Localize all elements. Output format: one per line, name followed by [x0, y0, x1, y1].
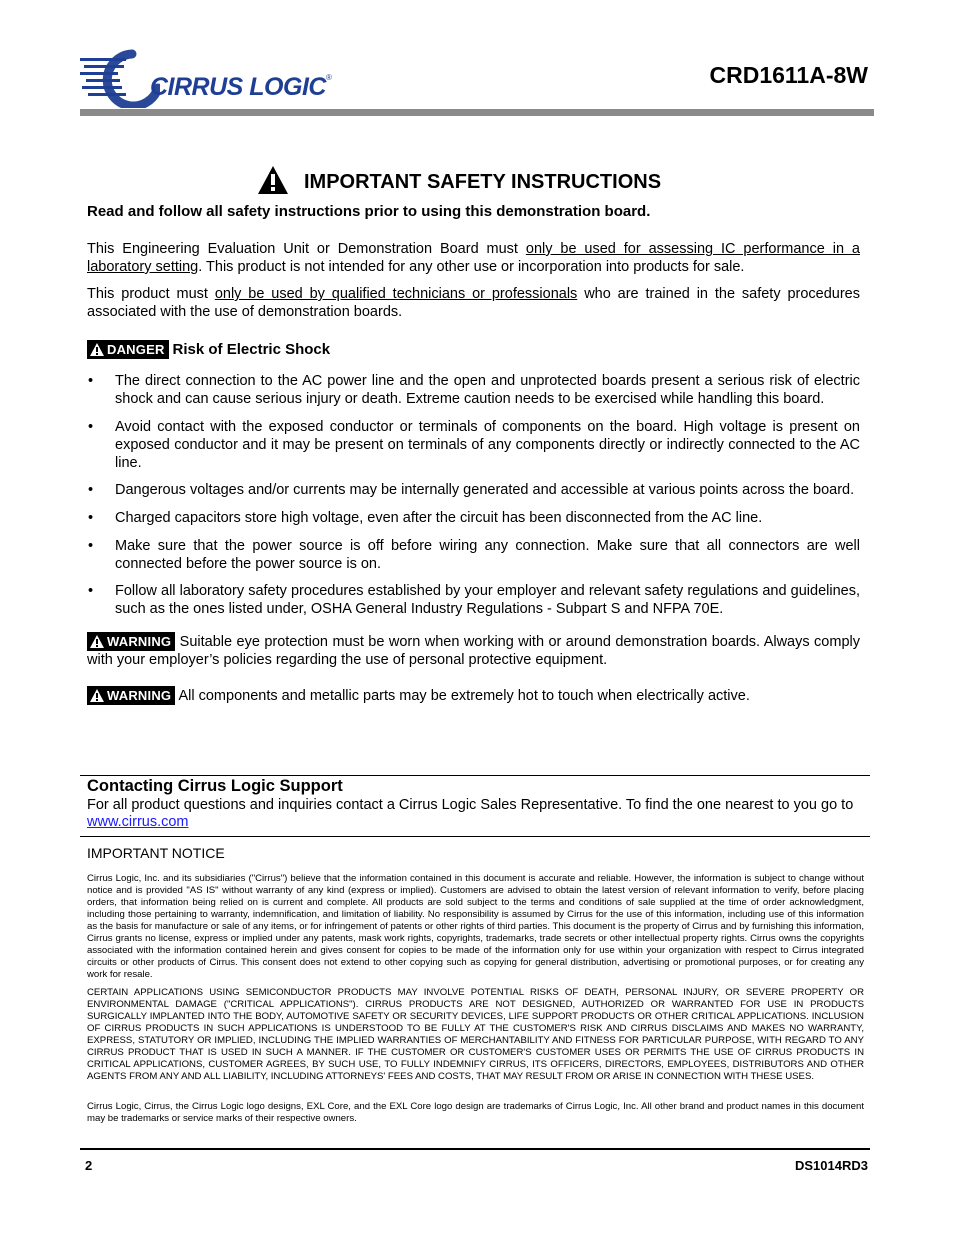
support-body: For all product questions and inquiries contact a Cirrus Logic Sales Representative. To find the one nearest to you go to [87, 797, 854, 813]
danger-heading [87, 340, 330, 359]
bullet-marker: • [88, 482, 94, 498]
bullet-marker: • [88, 419, 94, 435]
warning-badge [87, 686, 175, 705]
support-title: Contacting Cirrus Logic Support [87, 777, 343, 795]
warning-badge-label: WARNING [107, 633, 172, 649]
warning-paragraph-2 [87, 686, 860, 705]
page-number: 2 [85, 1158, 93, 1173]
warning-text-1: Suitable eye protection must be worn when working with or around demonstration boards. Always comply with your employer’s policies regarding the use of personal protective equipment. [87, 634, 860, 668]
danger-badge-label: DANGER [107, 342, 165, 357]
support-top-rule [80, 775, 870, 776]
list-item [87, 481, 860, 499]
logo-text: CIRRUS LOGIC [150, 73, 326, 101]
warning-triangle-icon [90, 689, 104, 702]
danger-badge [87, 340, 169, 359]
logo-wordmark [150, 73, 331, 102]
list-item-text: Avoid contact with the exposed conductor or terminals of components on the board. High voltage is present on exposed conductor and it may be present on terminals of any components directly or indirectly connected to the AC line. [115, 419, 860, 471]
safety-heading [256, 156, 661, 196]
list-item [87, 372, 860, 408]
document-code: DS1014RD3 [795, 1158, 868, 1173]
list-item [87, 418, 860, 472]
para2-text-a: This product must [87, 286, 215, 302]
list-item [87, 582, 860, 618]
safety-paragraph-1 [87, 240, 860, 276]
para1-text-b: . This product is not intended for any other use or incorporation into products for sale. [198, 259, 745, 275]
para1-underlined: only be used for assessing IC performance in a laboratory setting [87, 241, 860, 275]
bullet-marker: • [88, 583, 94, 599]
notice-paragraph-1: Cirrus Logic, Inc. and its subsidiaries ("Cirrus") believe that the information contained in this document is accurate and reliable. However, the information is subject to change without notice and is provided "AS IS" without warranty of any kind (express or implied). Customers are advised to obtain the latest version of relevant information to verify, before placing orders, that information being relied on is current and complete. All products are sold subject to the terms and conditions of sale supplied at the time of order acknowledgment, including those pertaining to warranty, indemnification, and limitation of liability. No responsibility is assumed by Cirrus for the use of this information, including use of this information as the basis for manufacture or sale of any items, or for infringement of patents or other rights of third parties. This document is the property of Cirrus and by furnishing this information, Cirrus grants no license, express or implied under any patents, mask work rights, copyrights, trademarks, trade secrets or other intellectual property rights. Cirrus owns the copyrights associated with the information contained herein and gives consent for copies to be made of the information only for use within your organization with respect to Cirrus integrated circuits or other products of Cirrus. This consent does not extend to other copying such as copying for general distribution, advertising or promotional purposes, or for creating any work for resale. [87, 873, 864, 980]
list-item-text: Follow all laboratory safety procedures established by your employer and relevant safety regulations and guidelines, such as the ones listed under, OSHA General Industry Regulations - Subpart S and NFPA 70E. [115, 583, 860, 617]
warning-triangle-icon [90, 635, 104, 648]
para2-text-b: who are trained in the safety procedures associated with the use of demonstration boards. [87, 286, 861, 320]
safety-paragraph-2 [87, 285, 860, 321]
logo-registered-mark: ® [325, 73, 332, 82]
list-item-text: The direct connection to the AC power line and the open and unprotected boards present a serious risk of electric shock and can cause serious injury or death. Extreme caution needs to be exercised while handling this board. [115, 373, 860, 407]
list-item-text: Charged capacitors store high voltage, even after the circuit has been disconnected from the AC line. [115, 510, 763, 526]
list-item [87, 537, 860, 573]
list-item-text: Dangerous voltages and/or currents may be internally generated and accessible at various points across the board. [115, 482, 855, 498]
list-item [87, 509, 860, 527]
notice-title: IMPORTANT NOTICE [87, 845, 225, 861]
warning-badge-label: WARNING [107, 687, 172, 703]
warning-paragraph-1 [87, 632, 860, 669]
notice-paragraph-3: Cirrus Logic, Cirrus, the Cirrus Logic logo designs, EXL Core, and the EXL Core logo design are trademarks of Cirrus Logic, Inc. All other brand and product names in this document may be trademarks or service marks of their respective owners. [87, 1101, 864, 1124]
para2-underlined: only be used by qualified technicians or professionals [214, 286, 578, 302]
header-divider-bar [80, 109, 874, 116]
danger-label: Risk of Electric Shock [172, 341, 331, 358]
warning-triangle-icon [256, 164, 290, 196]
safety-title: IMPORTANT SAFETY INSTRUCTIONS [304, 171, 662, 193]
bullet-marker: • [88, 373, 94, 389]
warning-text-2: All components and metallic parts may be extremely hot to touch when electrically active. [175, 688, 750, 704]
bullet-marker: • [88, 510, 94, 526]
safety-intro: Read and follow all safety instructions prior to using this demonstration board. [87, 203, 651, 220]
support-text [87, 797, 877, 831]
list-item-text: Make sure that the power source is off before wiring any connection. Make sure that all connectors are well connected before the power source is on. [115, 538, 860, 572]
support-bottom-rule [80, 836, 870, 837]
notice-paragraph-2: CERTAIN APPLICATIONS USING SEMICONDUCTOR PRODUCTS MAY INVOLVE POTENTIAL RISKS OF DEATH, PERSONAL INJURY, OR SEVERE PROPERTY OR ENVIRONMENTAL DAMAGE ("CRITICAL APPLICATIONS"). CIRRUS PRODUCTS ARE NOT DESIGNED, AUTHORIZED OR WARRANTED FOR USE IN PRODUCTS SURGICALLY IMPLANTED INTO THE BODY, AUTOMOTIVE SAFETY OR SECURITY DEVICES, LIFE SUPPORT PRODUCTS OR OTHER CRITICAL APPLICATIONS. INCLUSION OF CIRRUS PRODUCTS IN SUCH APPLICATIONS IS UNDERSTOOD TO BE FULLY AT THE CUSTOMER'S RISK AND CIRRUS DISCLAIMS AND MAKES NO WARRANTY, EXPRESS, STATUTORY OR IMPLIED, INCLUDING THE IMPLIED WARRANTIES OF MERCHANTABILITY AND FITNESS FOR PARTICULAR PURPOSE, WITH REGARD TO ANY CIRRUS PRODUCT THAT IS USED IN SUCH A MANNER. IF THE CUSTOMER OR CUSTOMER'S CUSTOMER USES OR PERMITS THE USE OF CIRRUS PRODUCTS IN CRITICAL APPLICATIONS, CUSTOMER AGREES, BY SUCH USE, TO FULLY INDEMNIFY CIRRUS, ITS OFFICERS, DIRECTORS, EMPLOYEES, DISTRIBUTORS AND OTHER AGENTS FROM ANY AND ALL LIABILITY, INCLUDING ATTORNEYS' FEES AND COSTS, THAT MAY RESULT FROM OR ARISE IN CONNECTION WITH THESE USES. [87, 987, 864, 1082]
para1-text-a: This Engineering Evaluation Unit or Demonstration Board must [87, 241, 526, 257]
document-title: CRD1611A-8W [709, 62, 868, 88]
cirrus-website-link[interactable]: www.cirrus.com [87, 814, 189, 830]
warning-triangle-icon [90, 343, 104, 356]
bullet-marker: • [88, 538, 94, 554]
footer-rule [80, 1148, 870, 1150]
cirrus-logo-icon [80, 44, 160, 108]
warning-badge [87, 632, 175, 651]
